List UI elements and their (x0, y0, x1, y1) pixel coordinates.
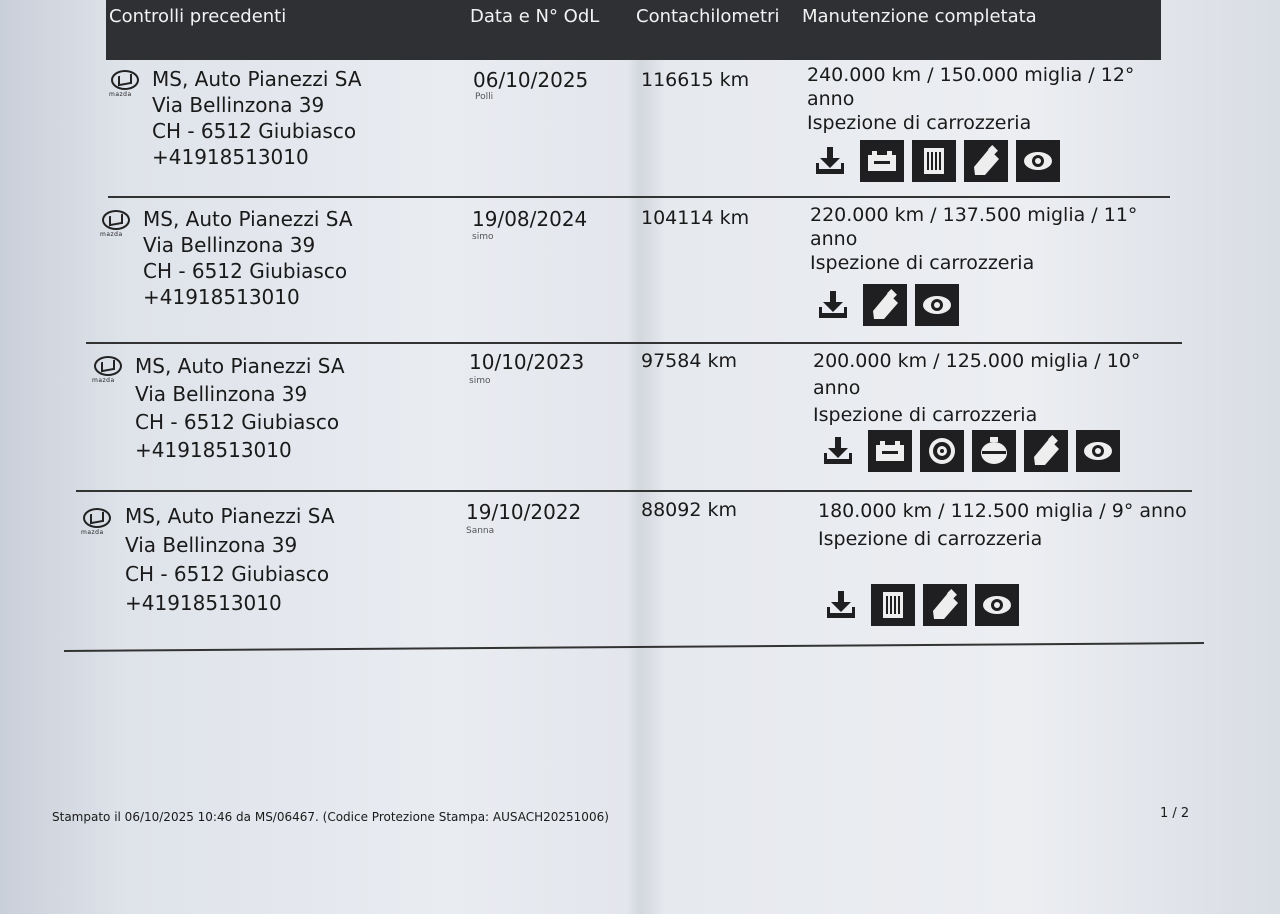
header-maintenance: Manutenzione completata (802, 6, 1037, 27)
eye-icon (975, 584, 1019, 626)
dealer-address (135, 352, 345, 464)
dealer-address (152, 66, 362, 170)
odometer-value: 116615 km (641, 69, 750, 91)
mazda-logo-icon: mazda (109, 70, 145, 98)
fluid-icon (964, 140, 1008, 182)
filter-icon (871, 584, 915, 626)
dealer-phone: +41918513010 (152, 145, 309, 169)
eye-icon (1076, 430, 1120, 472)
eye-icon (1016, 140, 1060, 182)
maintenance-description (813, 348, 1183, 429)
dealer-name: MS, Auto Pianezzi SA (143, 207, 353, 231)
dealer-address (143, 206, 353, 310)
maintenance-description (810, 203, 1180, 275)
service-date: 06/10/2025 (473, 68, 589, 92)
maintenance-description (818, 497, 1188, 553)
dealer-city: CH - 6512 Giubiasco (125, 562, 330, 586)
dealer-address (125, 502, 335, 618)
dealer-street: Via Bellinzona 39 (125, 533, 298, 557)
dealer-street: Via Bellinzona 39 (143, 233, 316, 257)
odometer-value: 97584 km (641, 350, 737, 372)
page-number: 1 / 2 (1160, 806, 1190, 821)
fluid-icon (923, 584, 967, 626)
header-date-order: Data e N° OdL (470, 6, 600, 27)
mazda-logo-icon: mazda (92, 356, 128, 384)
inspection-label: Ispezione di carrozzeria (818, 528, 1043, 550)
maintenance-description (807, 63, 1177, 135)
maintenance-icons (811, 284, 959, 326)
inspection-label: Ispezione di carrozzeria (807, 112, 1032, 134)
maintenance-interval: 240.000 km / 150.000 miglia / 12° anno (807, 64, 1135, 110)
dealer-street: Via Bellinzona 39 (152, 93, 325, 117)
row-divider (108, 196, 1170, 198)
mazda-logo-icon: mazda (100, 210, 136, 238)
dealer-name: MS, Auto Pianezzi SA (135, 354, 345, 378)
service-date: 10/10/2023 (469, 350, 585, 374)
download-icon (816, 430, 860, 472)
inspection-label: Ispezione di carrozzeria (813, 404, 1038, 426)
dealer-name: MS, Auto Pianezzi SA (152, 67, 362, 91)
maintenance-interval: 220.000 km / 137.500 miglia / 11° anno (810, 204, 1138, 250)
eye-icon (915, 284, 959, 326)
dealer-phone: +41918513010 (143, 285, 300, 309)
maintenance-interval: 180.000 km / 112.500 miglia / 9° anno (818, 500, 1187, 522)
technician-signature: Polli (475, 92, 494, 102)
filter-icon (912, 140, 956, 182)
table-header (106, 0, 1161, 60)
print-footer: Stampato il 06/10/2025 10:46 da MS/06467. (Codice Protezione Stampa: AUSACH20251006) (52, 810, 609, 824)
dealer-phone: +41918513010 (135, 438, 292, 462)
dealer-city: CH - 6512 Giubiasco (152, 119, 357, 143)
download-icon (811, 284, 855, 326)
technician-signature: simo (469, 376, 491, 386)
dealer-city: CH - 6512 Giubiasco (135, 410, 340, 434)
battery-icon (868, 430, 912, 472)
table-bottom-rule (64, 642, 1204, 651)
maintenance-interval: 200.000 km / 125.000 miglia / 10° anno (813, 350, 1141, 399)
dealer-street: Via Bellinzona 39 (135, 382, 308, 406)
header-previous-checks: Controlli precedenti (109, 6, 287, 27)
maintenance-icons (816, 430, 1120, 472)
service-date: 19/10/2022 (466, 500, 582, 524)
coolant-icon (972, 430, 1016, 472)
fluid-icon (1024, 430, 1068, 472)
dealer-name: MS, Auto Pianezzi SA (125, 504, 335, 528)
header-odometer: Contachilometri (636, 6, 780, 27)
odometer-value: 88092 km (641, 499, 737, 521)
maintenance-icons (808, 140, 1060, 182)
inspection-label: Ispezione di carrozzeria (810, 252, 1035, 274)
technician-signature: simo (472, 232, 494, 242)
odometer-value: 104114 km (641, 207, 750, 229)
mazda-logo-icon: mazda (81, 508, 117, 536)
dealer-city: CH - 6512 Giubiasco (143, 259, 348, 283)
technician-signature: Sanna (466, 526, 495, 536)
download-icon (808, 140, 852, 182)
dealer-phone: +41918513010 (125, 591, 282, 615)
battery-icon (860, 140, 904, 182)
download-icon (819, 584, 863, 626)
row-divider (76, 490, 1192, 492)
row-divider (86, 342, 1182, 344)
maintenance-icons (819, 584, 1019, 626)
brake-disc-icon (920, 430, 964, 472)
fluid-icon (863, 284, 907, 326)
service-date: 19/08/2024 (472, 207, 588, 231)
